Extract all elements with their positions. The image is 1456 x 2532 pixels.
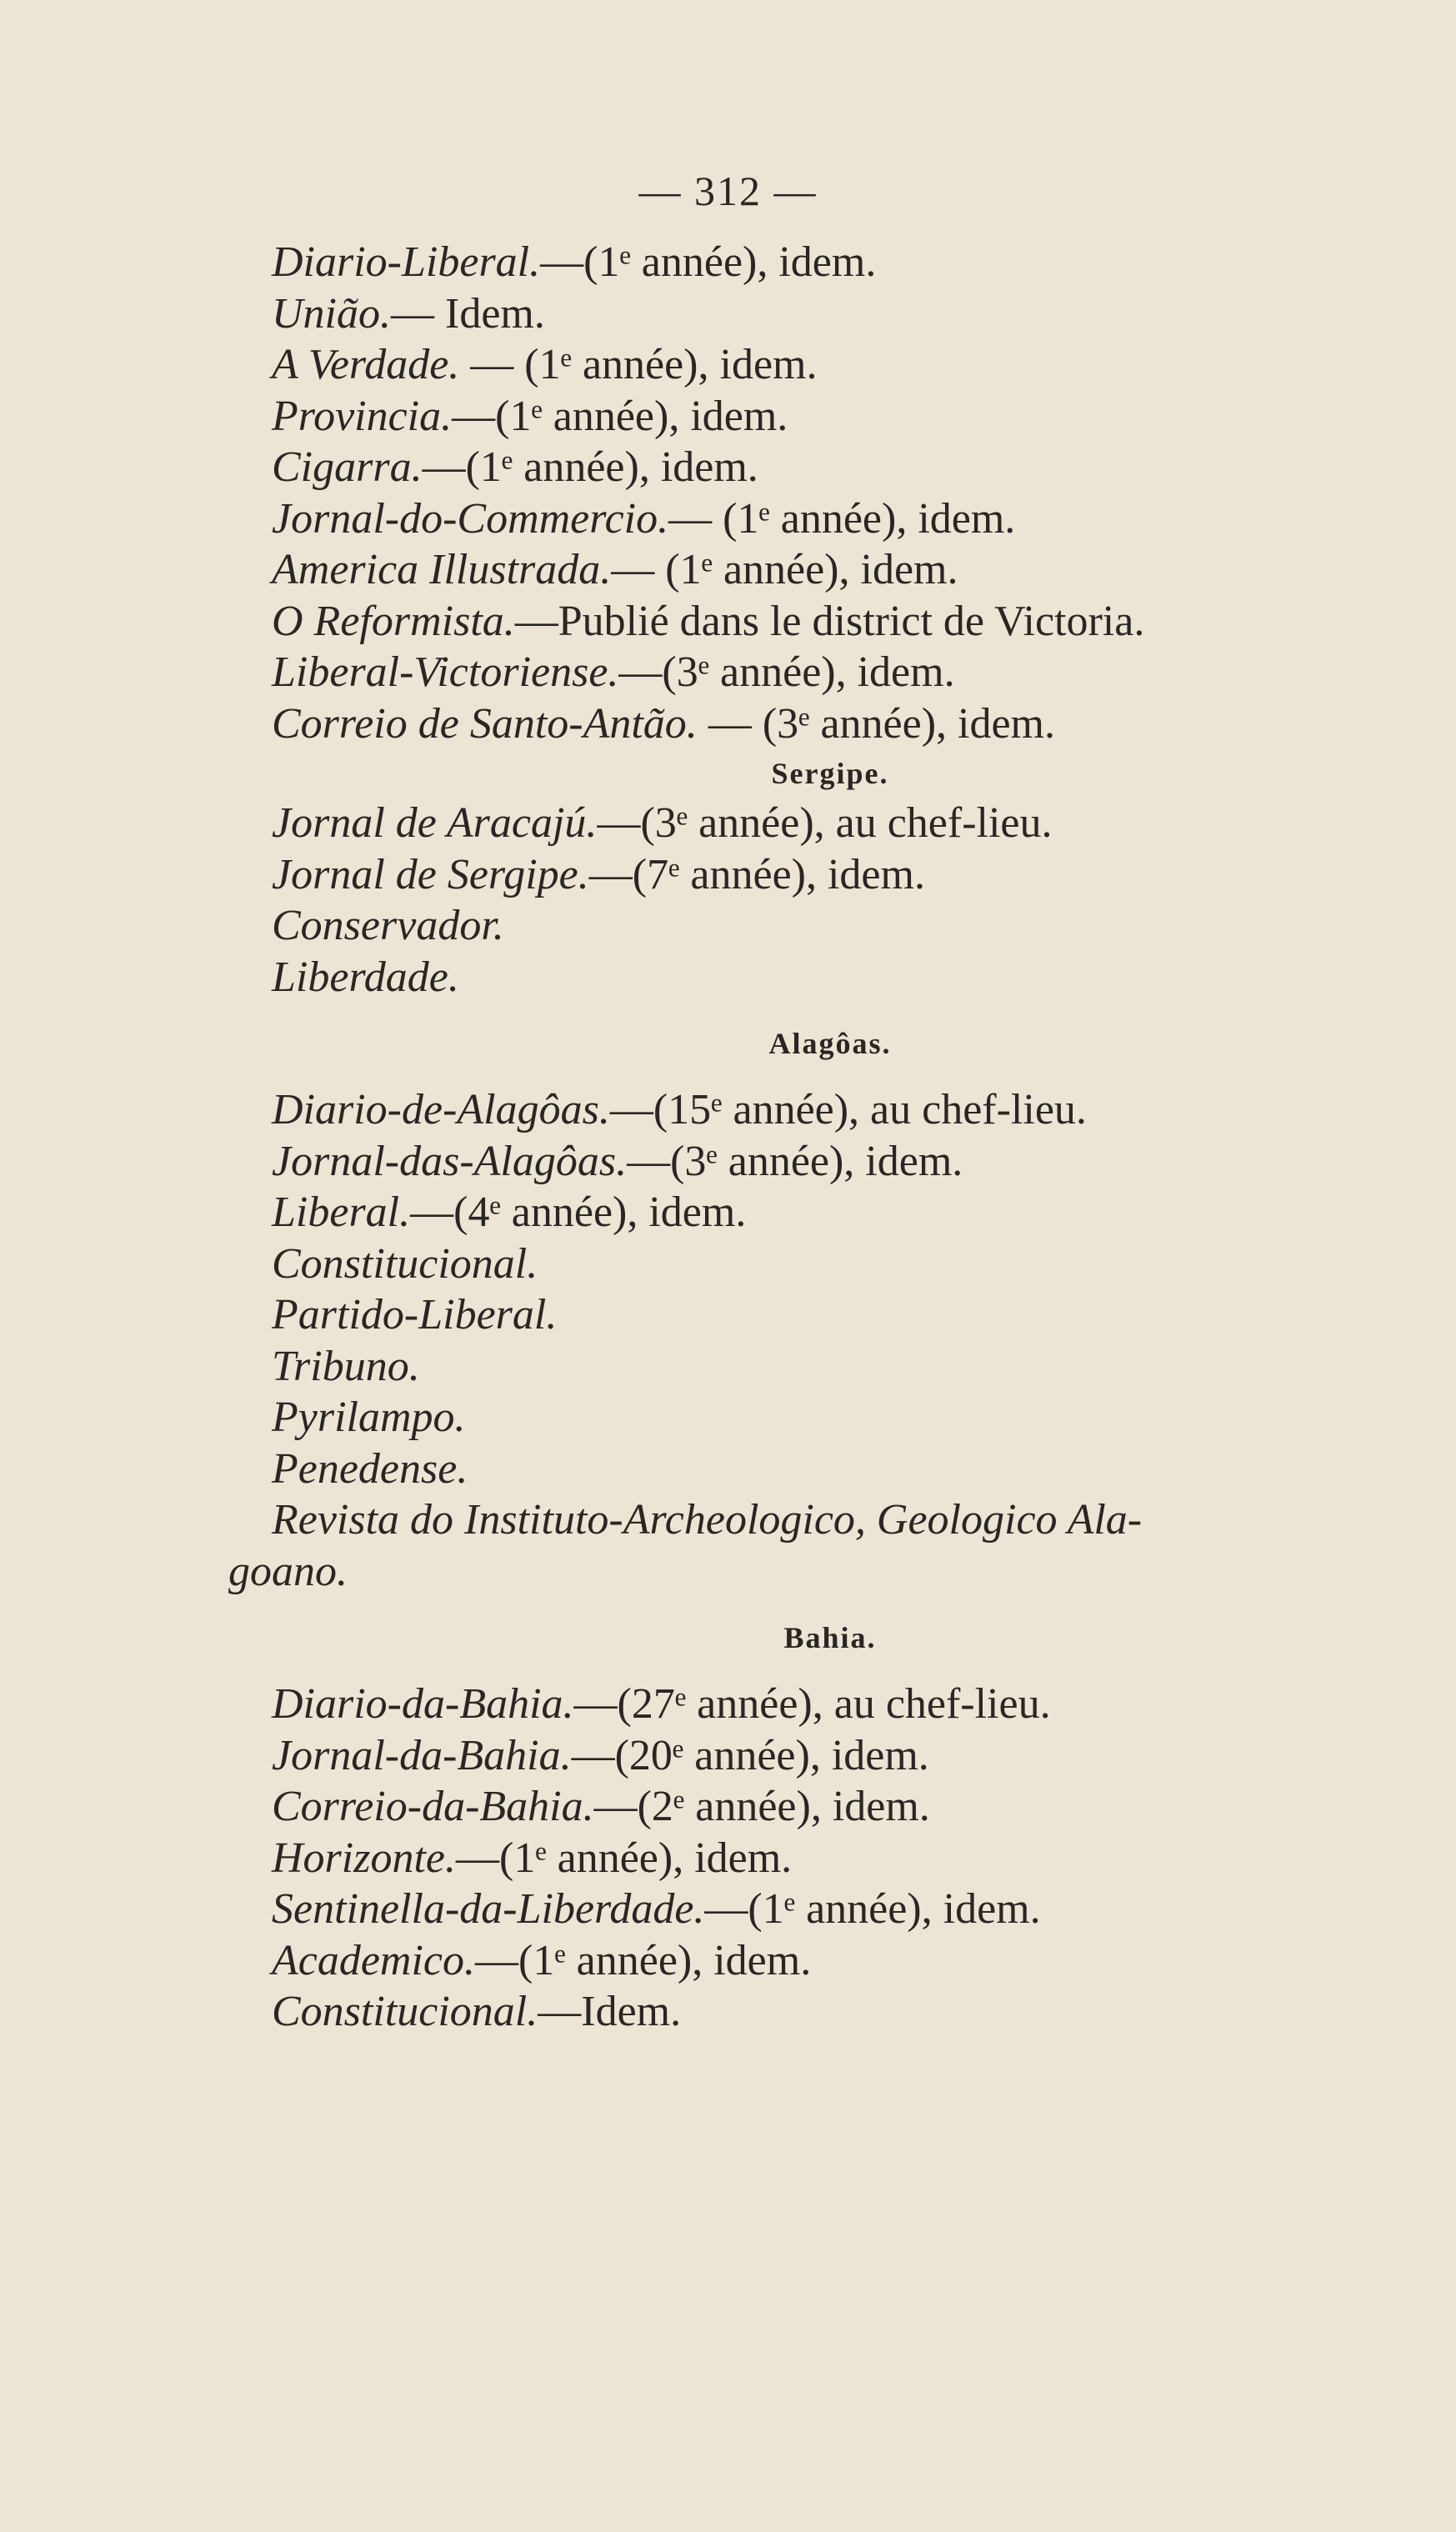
entry-desc: —(4ᵉ année), idem. — [410, 1188, 747, 1236]
entry-title: Correio de Santo-Antão. — [272, 699, 698, 748]
entry-title: Provincia. — [272, 392, 453, 440]
list-item — [272, 849, 1388, 901]
list-item — [272, 1341, 1388, 1393]
entry-title: Diario-de-Alagôas. — [272, 1086, 610, 1133]
entry-title: União. — [272, 289, 391, 338]
entry-title: Constitucional. — [272, 1239, 538, 1288]
list-item — [272, 1238, 1388, 1290]
entry-title: Partido-Liberal. — [272, 1291, 558, 1339]
entry-desc: —(7ᵉ année), idem. — [588, 850, 925, 898]
list-item — [272, 493, 1388, 545]
entry-desc: —(1ᵉ année), idem. — [540, 238, 877, 286]
entry-title: Pyrilampo. — [272, 1394, 466, 1441]
entry-title: Penedense. — [272, 1444, 468, 1493]
list-item — [272, 1730, 1388, 1782]
entry-title: Constitucional. — [272, 1988, 538, 2035]
entry-title: Revista do Instituto-Archeologico, Geologico Ala- — [272, 1496, 1143, 1544]
entry-title-continuation: goano. — [228, 1547, 348, 1595]
page-number: — 312 — — [638, 168, 818, 214]
list-item — [272, 1084, 1388, 1136]
entry-desc: —Idem. — [538, 1988, 682, 2035]
entry-title: Jornal de Aracajú. — [272, 799, 598, 847]
list-item — [272, 952, 1388, 1003]
list-item — [272, 1884, 1388, 1935]
entry-desc: —Publié dans le district de Victoria. — [514, 597, 1145, 645]
entry-title: Diario-da-Bahia. — [272, 1680, 574, 1728]
entry-desc: —(20ᵉ année), idem. — [571, 1731, 929, 1779]
list-item — [272, 596, 1388, 648]
entry-desc: —(2ᵉ année), idem. — [593, 1783, 930, 1830]
entry-desc: —(1ᵉ année), idem. — [704, 1885, 1041, 1933]
list-item — [272, 391, 1388, 443]
entry-title: Jornal-das-Alagôas. — [272, 1137, 628, 1185]
entry-desc: — (1ᵉ année), idem. — [459, 341, 818, 388]
list-item — [272, 1444, 1388, 1495]
entry-desc: —(3ᵉ année), au chef-lieu. — [597, 799, 1053, 847]
entry-desc: — Idem. — [391, 289, 545, 338]
section-heading-bahia: Bahia. — [783, 1621, 877, 1654]
section-heading-sergipe: Sergipe. — [771, 757, 889, 790]
entry-title: O Reformista. — [272, 597, 515, 645]
list-item — [272, 900, 1388, 952]
entry-title: Jornal-da-Bahia. — [272, 1731, 572, 1779]
entry-title: A Verdade. — [272, 341, 460, 388]
section-heading-alagoas: Alagôas. — [768, 1027, 892, 1060]
list-item — [272, 698, 1388, 750]
entry-desc: —(27ᵉ année), au chef-lieu. — [573, 1680, 1051, 1728]
list-item — [272, 1289, 1388, 1341]
list-item — [272, 1136, 1388, 1188]
list-item — [272, 237, 1388, 288]
entry-title: Horizonte. — [272, 1834, 456, 1882]
entry-title: Correio-da-Bahia. — [272, 1783, 594, 1830]
newspaper-list — [228, 237, 1388, 2038]
entry-title: America Illustrada. — [272, 546, 612, 593]
entry-title: Liberal. — [272, 1188, 411, 1236]
entry-desc: — (1ᵉ année), idem. — [611, 546, 958, 593]
entry-title: Academico. — [272, 1936, 476, 1984]
entry-desc: —(3ᵉ année), idem. — [627, 1137, 963, 1185]
entry-title: Tribuno. — [272, 1342, 420, 1390]
list-item — [272, 1986, 1388, 2038]
entry-title: Cigarra. — [272, 443, 423, 491]
list-item — [228, 1494, 1388, 1597]
entry-desc: — (1ᵉ année), idem. — [668, 494, 1016, 543]
entry-desc: —(1ᵉ année), idem. — [475, 1936, 812, 1984]
entry-desc: —(1ᵉ année), idem. — [422, 443, 758, 491]
list-item — [272, 442, 1388, 493]
list-item — [272, 1679, 1388, 1730]
entry-title: Liberdade. — [272, 953, 459, 1001]
entry-title: Liberal-Victoriense. — [272, 648, 619, 696]
list-item — [272, 1392, 1388, 1444]
entry-title: Jornal-do-Commercio. — [272, 494, 669, 543]
list-item — [272, 798, 1388, 849]
entry-title: Jornal de Sergipe. — [272, 850, 589, 898]
entry-desc: —(15ᵉ année), au chef-lieu. — [609, 1086, 1087, 1133]
entry-desc: —(1ᵉ année), idem. — [452, 392, 788, 440]
list-item — [272, 544, 1388, 596]
entry-title: Diario-Liberal. — [272, 238, 541, 286]
entry-desc: — (3ᵉ année), idem. — [697, 699, 1055, 748]
list-item — [272, 339, 1388, 391]
list-item — [272, 1833, 1388, 1884]
list-item — [272, 288, 1388, 340]
list-item — [272, 1187, 1388, 1238]
entry-desc: —(1ᵉ année), idem. — [456, 1834, 793, 1882]
entry-desc: —(3ᵉ année), idem. — [618, 648, 955, 696]
list-item — [272, 1935, 1388, 1987]
list-item — [272, 647, 1388, 698]
entry-title: Conservador. — [272, 902, 504, 949]
list-item — [272, 1781, 1388, 1833]
entry-title: Sentinella-da-Liberdade. — [272, 1885, 705, 1933]
